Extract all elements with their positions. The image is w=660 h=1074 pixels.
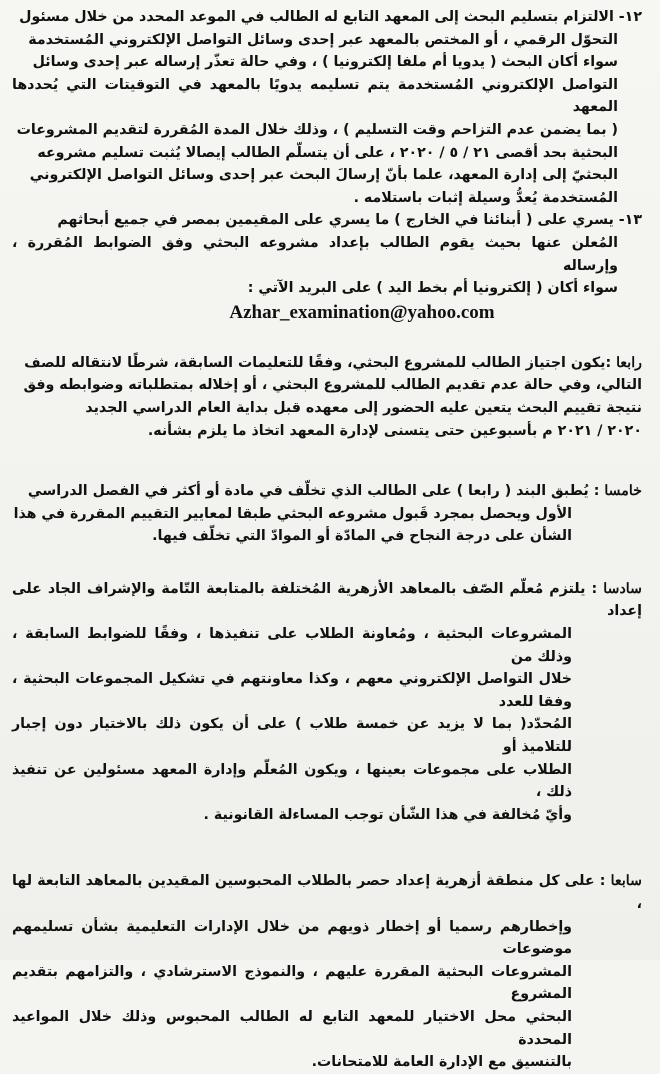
section-4-line: نتيجة تقييم البحث يتعين عليه الحضور إلى معهده قبل بداية العام الدراسي الجديد [85, 399, 642, 416]
section-7-line: بالتنسيق مع الإدارة العامة للامتحانات. [311, 1054, 572, 1071]
item-13-line: سواء أكان ( إلكترونيا أم بخط اليد ) على البريد الآتي : [247, 280, 618, 297]
section-7-line: المشروعات البحثية المقررة عليهم ، والنموذج الاسترشادي ، والتزامهم بتقديم المشروع [12, 963, 572, 1003]
section-7-heading: سابعا [610, 873, 642, 890]
section-7-text: : على كل منطقة أزهرية إعداد حصر بالطلاب المحبوسين المقيدين بالمعاهد التابعة لها ، [12, 873, 642, 912]
item-13 [12, 209, 642, 325]
section-4-line: ٢٠٢٠ / ٢٠٢١ م بأسبوعين حتى يتسنى لإدارة المعهد اتخاذ ما يلزم بشأنه. [147, 422, 642, 439]
item-12-line: ١٢- الالتزام بتسليم البحث إلى المعهد التابع له الطالب في الموعد المحدد من خلال مسئول [19, 9, 642, 25]
section-4-first-line [12, 352, 642, 375]
section-6-line: المُحدّد( بما لا يزيد عن خمسة طلاب ) على أن يكون ذلك بالاختيار دون إجبار للتلاميذ أو [12, 716, 572, 756]
section-7-line: وإخطارهم رسميا أو إخطار ذويهم من خلال الإدارات التعليمية بشأن تسليمهم موضوعات [12, 918, 572, 958]
item-12-line: المُستخدمة يُعدُّ وسيلة إثبات باستلامه . [353, 189, 618, 206]
section-7 [12, 870, 642, 1073]
item-12-line: التواصل الإلكتروني المُستخدمة يتم تسليمه يدويًا بالمعهد في التوقيتات التي يُحددها المعهد [12, 76, 618, 116]
item-12-line: سواء أكان البحث ( يدويا أم ملفا إلكترونيا ) ، وفي حالة تعذّر إرساله عبر إحدى وسائل [32, 54, 618, 71]
section-6-heading: سادسا [603, 580, 642, 597]
section-6-line: المشروعات البحثية ، ومُعاونة الطلاب على تنفيذها ، وفقًا للضوابط السابقة ، وذلك من [12, 626, 572, 665]
email-address: Azhar_examination@yahoo.com [229, 301, 495, 323]
section-6-line: وأيّ مُخالفة في هذا الشّأن توجب المساءلة القانونية . [203, 806, 572, 823]
section-6-first-line [12, 578, 642, 623]
section-7-line: البحثي محل الاختيار للمعهد التابع له الطالب المحبوس وذلك خلال المواعيد المحددة [12, 1008, 572, 1048]
section-5-text: : يُطبق البند ( رابعا ) على الطالب الذي تخلّف في مادة أو أكثر في الفصل الدراسي [27, 483, 600, 500]
section-5-line: الشأن على درجة النجاح في المادّة أو الموادّ التي تخلّف فيها. [152, 528, 572, 545]
item-12-line: التحوّل الرقمي ، أو المختص بالمعهد عبر إحدى وسائل التواصل الإلكتروني المُستخدمة [28, 31, 618, 48]
section-6-line: الطلاب على مجموعات بعينها ، ويكون المُعلّم وإدارة المعهد مسئولين عن تنفيذ ذلك ، [12, 761, 572, 801]
section-5 [12, 480, 642, 548]
section-6 [12, 578, 642, 827]
item-12 [12, 6, 642, 209]
item-13-line: المُعلن عنها بحيث يقوم الطالب بإعداد مشروعه البحثي وفق الضوابط المُقررة ، وإرساله [12, 234, 618, 274]
item-12-line: ( بما يضمن عدم التزاحم وقت التسليم ) ، وذلك خلال المدة المُقررة لتقديم المشروعات [16, 121, 618, 138]
section-5-heading: خامسا [604, 483, 642, 500]
section-4 [12, 352, 642, 442]
section-4-text: :يكون اجتياز الطالب للمشروع البحثي، وفقًا للتعليمات السابقة، شرطًا لانتقاله للصف [24, 354, 612, 371]
section-4-heading: رابعا [616, 354, 642, 371]
section-7-first-line [12, 870, 642, 915]
section-5-line: الأول ويحصل بمجرد قَبول مشروعه البحثي طبقا لمعايير التقييم المقررة في هذا [13, 505, 572, 522]
item-12-line: البحثية بحد أقصى ٢١ / ٥ / ٢٠٢٠ ، على أن يتسلّم الطالب إيصالا يُثبت تسليم مشروعه [37, 144, 618, 161]
section-4-line: التالي، وفي حالة عدم تقديم الطالب للمشروع البحثي ، أو إخلاله بمتطلباته وضوابطه وفق [23, 377, 642, 394]
section-5-first-line [12, 480, 642, 503]
section-6-text: : يلتزم مُعلّم الصّف بالمعاهد الأزهرية المُختلفة بالمتابعة التّامة والإشراف الجاد على إعداد [12, 580, 642, 620]
section-6-line: خلال التواصل الإلكتروني معهم ، وكذا معاونتهم في تشكيل المجموعات البحثية ، وفقا للعدد [12, 671, 572, 710]
item-12-line: البحثيّ إلى إدارة المعهد، علما بأنّ إرسالَ البحث عبر إحدى وسائل التواصل الإلكتروني [29, 167, 618, 184]
item-13-line: ١٣- يسري على ( أبنائنا في الخارج ) ما يسري على المقيمين بمصر في جميع أبحاثهم [57, 212, 642, 229]
